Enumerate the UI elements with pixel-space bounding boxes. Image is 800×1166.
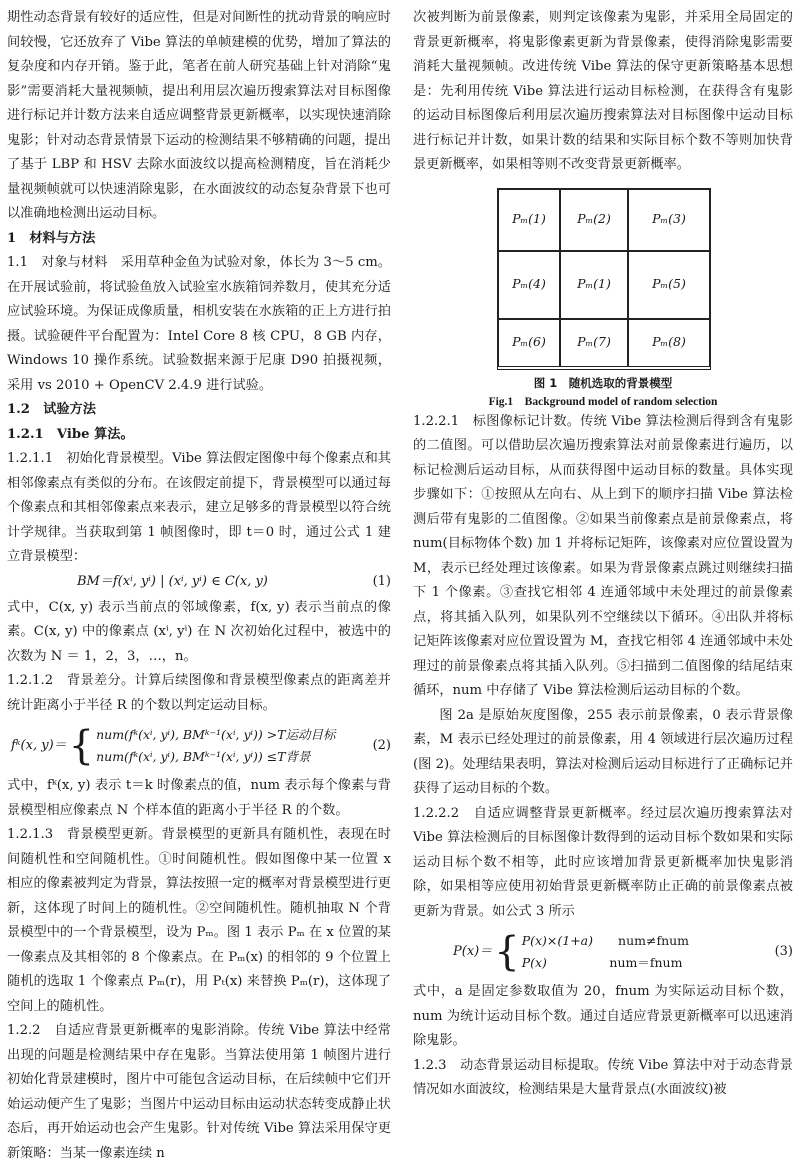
paragraph-after-eq3: 式中，a 是固定参数取值为 20，fnum 为实际运动目标个数，num 为统计运动目标个数。通过自适应背景更新概率可以迅速消除鬼影。 — [413, 984, 793, 1048]
subsection-heading-1-2-1: 1.2.1 Vibe 算法。 — [7, 426, 134, 442]
equation-3-lhs: P(x)＝ — [453, 943, 493, 959]
grid-cell: Pₘ(1) — [498, 189, 560, 251]
grid-cell: Pₘ(7) — [560, 319, 628, 367]
equation-1-body: BM＝f(xⁱ, yⁱ) | (xⁱ, yⁱ) ∈ C(x, y) — [77, 574, 268, 590]
paragraph-1-2-1-1: 1.2.1.1 初始化背景模型。Vibe 算法假定图像中每个像素点和其相邻像素点有类似的分布。在该假定前提下，背景模型可以通过每个像素点和其相邻像素点来表示，建立足够多的背景模型以符合统计学规律。当获取到第 1 帧图像时，即 t＝0 时，通过公式 1 建立背景模型： — [7, 451, 391, 564]
equation-3-case-2-cond: num＝fnum — [609, 955, 683, 970]
equation-1-number: (1) — [372, 574, 391, 590]
figure-1-caption-cn: 图 1 随机选取的背景模型 — [533, 375, 673, 390]
paragraph-figure-2: 图 2a 是原始灰度图像，255 表示前景像素，0 表示背景像素，M 表示已经处理过的前景像素，用 4 领域进行层次遍历过程(图 2)。处理结果表明，算法对检测后运动目标进行了正确标记并获得了运动目标的个数。 — [413, 707, 793, 796]
equation-3-case-2-expr: P(x) — [521, 955, 547, 970]
grid-cell: Pₘ(6) — [498, 319, 560, 367]
paragraph-after-eq2: 式中，fᵏ(x, y) 表示 t＝k 时像素点的值，num 表示每个像素与背景模型相应像素点 N 个样本值的距离小于半径 R 的个数。 — [7, 778, 391, 818]
equation-2 — [7, 718, 391, 774]
equation-3-case-2 — [522, 952, 689, 974]
equation-3 — [413, 924, 793, 980]
paragraph-after-eq1: 式中，C(x, y) 表示当前点的邻域像素，f(x, y) 表示当前点的像素。C(x, y) 中的像素点 (xⁱ, yⁱ) 在 N 次初始化过程中，被选中的次数为 N ＝ 1，2，3，…，n。 — [7, 599, 391, 664]
equation-3-number: (3) — [774, 943, 793, 959]
equation-3-body — [453, 930, 689, 974]
paragraph-1-2-3: 1.2.3 动态背景运动目标提取。传统 Vibe 算法中对于动态背景情况如水面波纹，检测结果是大量背景点(水面波纹)被 — [413, 1057, 793, 1097]
grid-cell: Pₘ(5) — [628, 251, 710, 319]
paragraph-1-2-1-3: 1.2.1.3 背景模型更新。背景模型的更新具有随机性，表现在时间随机性和空间随机性。①时间随机性。假如图像中某一位置 x 相应的像素被判定为背景，算法按照一定的概率对背景模型进行更新，这体现了时间上的随机性。②空间随机性。随机抽取 N 个背景模型中的一个背景模型，设为 Pₘ。图 1 表示 Pₘ 在 x 位置的某一像素点及其相邻的 8 个像素点。在 Pₘ(x) 的相邻的 9 个位置上随机的选取 1 个像素点 Pₘ(r)，用 Pₜ(x) 来替换 Pₘ(r)，这体现了空间上的随机性。 — [7, 827, 391, 1014]
grid-cell: Pₘ(4) — [498, 251, 560, 319]
equation-3-case-1-cond: num≠fnum — [618, 933, 690, 948]
figure-1 — [413, 178, 793, 410]
equation-2-case-2: num(fᵏ(xⁱ, yⁱ), BMᵏ⁻¹(xⁱ, yⁱ)) ≤T背景 — [96, 749, 311, 764]
equation-2-case-1: num(fᵏ(xⁱ, yⁱ), BMᵏ⁻¹(xⁱ, yⁱ)) >T运动目标 — [96, 727, 336, 742]
equation-2-number: (2) — [372, 737, 391, 753]
grid-cell: Pₘ(8) — [628, 319, 710, 367]
equation-2-lhs: fᵏ(x, y)＝ — [11, 737, 67, 753]
background-model-grid — [497, 188, 711, 370]
intro-paragraph: 期性动态背景有较好的适应性，但是对间断性的扰动背景的响应时间较慢，它还放弃了 Vibe 算法的单帧建模的优势，增加了算法的复杂度和内存开销。鉴于此，笔者在前人研究基础上针对消除“鬼影”需要消耗大量视频帧，提出利用层次遍历搜索算法对目标图像进行标记并计数方法来自适应调整背景更新概率，以实现快速消除鬼影；针对动态背景情景下运动的检测结果不够精确的问题，提出了基于 LBP 和 HSV 去除水面波纹以提高检测精度，旨在消耗少量视频帧就可以快速消除鬼影，在水面波纹的动态复杂背景下也可以准确地检测出运动目标。 — [7, 10, 391, 221]
grid-cell-center: Pₘ(1) — [560, 251, 628, 319]
subsection-1-1-paragraph: 1.1 对象与材料 采用草种金鱼为试验对象，体长为 3～5 cm。在开展试验前，将试验鱼放入试验室水族箱饲养数月，使其充分适应试验环境。为保证成像质量，相机安装在水族箱的正上方进行拍摄。试验硬件平台配置为：Intel Core 8 核 CPU，8 GB 内存，Windows 10 操作系统。试验数据来源于尼康 D90 拍摄视频，采用 vs 2010 + OpenCV 2.4.9 进行试验。 — [7, 255, 391, 393]
section-heading-materials-methods: 1 材料与方法 — [7, 230, 96, 246]
grid-cell: Pₘ(2) — [560, 189, 628, 251]
equation-3-case-1-expr: P(x)×(1+a) — [521, 933, 594, 948]
subsection-heading-1-2: 1.2 试验方法 — [7, 402, 96, 417]
left-column — [7, 6, 391, 1166]
paragraph-1-2-1-2: 1.2.1.2 背景差分。计算后续图像和背景模型像素点的距离差并统计距离小于半径 R 的个数以判定运动目标。 — [7, 673, 391, 713]
equation-3-case-1 — [522, 930, 689, 952]
right-column — [413, 6, 793, 1103]
figure-1-caption-en: Fig.1 Background model of random selection — [488, 395, 718, 408]
paragraph-1-2-2-2: 1.2.2.2 自适应调整背景更新概率。经过层次遍历搜索算法对 Vibe 算法检测后的目标图像计数得到的运动目标个数如果和实际运动目标个数不相等，此时应该增加背景更新概率加快鬼影消除，如果相等应使用初始背景更新概率防止正确的前景像素点被更新为背景。如公式 3 所示 — [413, 805, 793, 919]
grid-cell: Pₘ(3) — [628, 189, 710, 251]
brace-symbol: { — [68, 723, 95, 769]
equation-3-cases — [522, 930, 689, 974]
equation-1 — [7, 570, 391, 596]
continued-paragraph: 次被判断为前景像素，则判定该像素为鬼影，并采用全局固定的背景更新概率，将鬼影像素更新为背景像素，使得消除鬼影需要消耗大量视频帧。改进传统 Vibe 算法的保守更新策略基本思想是：先利用传统 Vibe 算法进行运动目标检测，在获得含有鬼影的运动目标图像后利用层次遍历搜索算法对目标图像中运动目标进行标记并计数，如果计数的结果和实际目标个数不等则加快背景更新概率，如果相等则不改变背景更新概率。 — [413, 10, 793, 172]
equation-2-body — [11, 724, 336, 768]
paragraph-1-2-2-1: 1.2.2.1 标图像标记计数。传统 Vibe 算法检测后得到含有鬼影的二值图。可以借助层次遍历搜索算法对前景像素进行遍历，以标记检测后运动目标，从而获得图中运动目标的数量。具体实现步骤如下：①按照从左向右、从上到下的顺序扫描 Vibe 算法检测后带有鬼影的二值图像。②如果当前像素点是前景像素点，将 num(目标物体个数) 加 1 并将标记矩阵，该像素对应位置设置为 M，表示已经处理过该像素。如果为背景像素点跳过则继续扫描下 1 个像素。③查找它相邻 4 连通邻域中未处理过的前景像素点，将其插入队列，如果队列不空继续以下循环。④出队并将标记矩阵该像素对应位置设置为 M，查找它相邻 4 连通邻域中未处理过的前景像素点将其插入队列。⑤扫描到二值图像的结尾结束循环，num 中存储了 Vibe 算法检测后运动目标的个数。 — [413, 413, 793, 698]
paragraph-1-2-2: 1.2.2 自适应背景更新概率的鬼影消除。传统 Vibe 算法中经常出现的问题是检测结果中存在鬼影。当算法使用第 1 帧图片进行初始化背景建模时，图片中可能包含运动目标，在后续帧中它们开始运动便产生了鬼影；当图片中运动目标由运动状态转变成静止状态后，再开始运动也会产生鬼影。针对传统 Vibe 算法采用保守更新策略：当某一像素连续 n — [7, 1023, 391, 1161]
equation-2-cases — [96, 724, 335, 768]
brace-symbol: { — [494, 929, 520, 975]
